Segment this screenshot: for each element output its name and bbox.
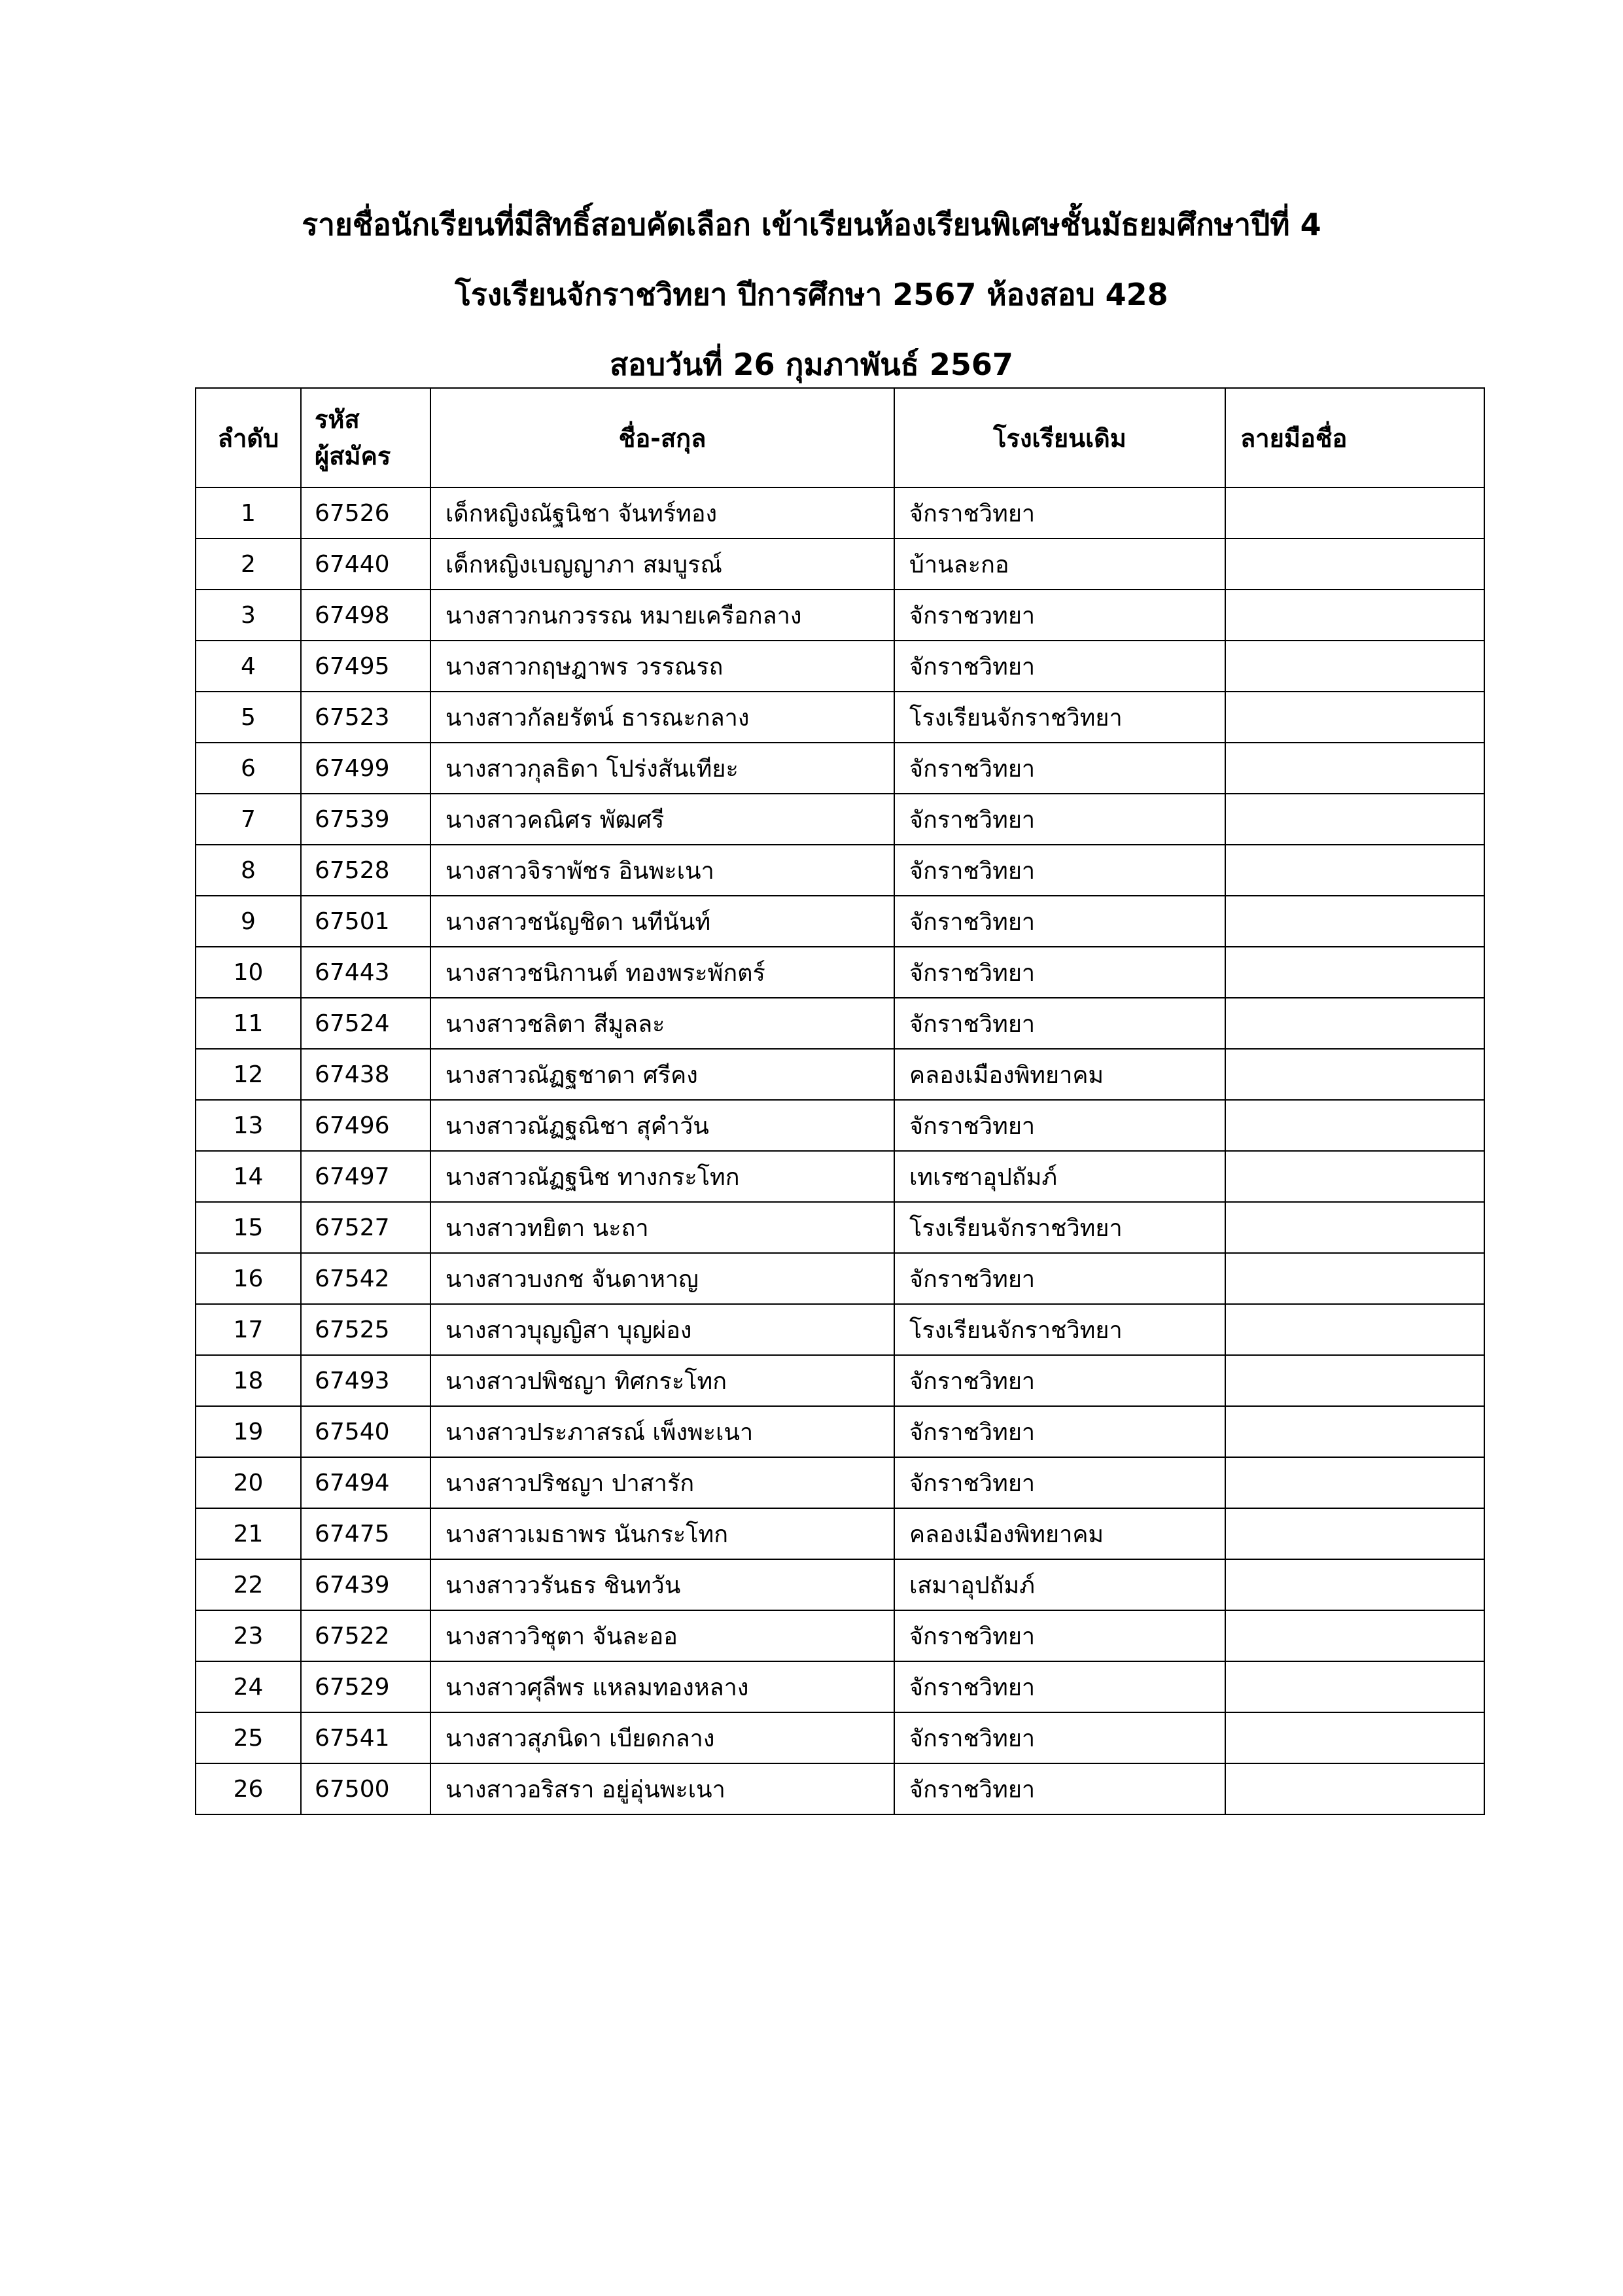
cell-order: 4 (196, 641, 301, 692)
cell-signature (1225, 1304, 1484, 1355)
cell-signature (1225, 590, 1484, 641)
cell-previous-school: เสมาอุปถัมภ์ (894, 1559, 1225, 1610)
table-row (196, 590, 1484, 641)
cell-applicant-id: 67525 (301, 1304, 430, 1355)
table-row (196, 1559, 1484, 1610)
header-applicant-id (301, 388, 430, 487)
header-order: ลำดับ (196, 388, 301, 487)
cell-signature (1225, 998, 1484, 1049)
cell-previous-school: จักราชวิทยา (894, 896, 1225, 947)
cell-full-name: นางสาวเมธาพร นันกระโทก (430, 1508, 894, 1559)
table-row (196, 1049, 1484, 1100)
cell-applicant-id: 67526 (301, 487, 430, 539)
cell-signature (1225, 1202, 1484, 1253)
cell-applicant-id: 67524 (301, 998, 430, 1049)
cell-previous-school: จักราชวิทยา (894, 1610, 1225, 1661)
cell-signature (1225, 692, 1484, 743)
cell-full-name: นางสาวณัฏฐณิชา สุคำวัน (430, 1100, 894, 1151)
student-roster-table (195, 387, 1485, 1815)
table-row (196, 1151, 1484, 1202)
cell-order: 5 (196, 692, 301, 743)
cell-full-name: นางสาวปพิชญา ทิศกระโทก (430, 1355, 894, 1406)
document-title: รายชื่อนักเรียนที่มีสิทธิ์สอบคัดเลือก เข้าเรียนห้องเรียนพิเศษชั้นมัธยมศึกษาปีที่ 4 (302, 207, 1321, 242)
cell-applicant-id: 67523 (301, 692, 430, 743)
table-row (196, 1202, 1484, 1253)
cell-applicant-id: 67439 (301, 1559, 430, 1610)
cell-previous-school: จักราชวิทยา (894, 947, 1225, 998)
cell-full-name: นางสาวณัฏฐนิช ทางกระโทก (430, 1151, 894, 1202)
cell-previous-school: คลองเมืองพิทยาคม (894, 1049, 1225, 1100)
cell-order: 8 (196, 845, 301, 896)
cell-order: 6 (196, 743, 301, 794)
cell-order: 3 (196, 590, 301, 641)
table-row (196, 1406, 1484, 1457)
cell-applicant-id: 67540 (301, 1406, 430, 1457)
cell-applicant-id: 67500 (301, 1763, 430, 1814)
cell-previous-school: โรงเรียนจักราชวิทยา (894, 692, 1225, 743)
cell-signature (1225, 1151, 1484, 1202)
cell-previous-school: โรงเรียนจักราชวิทยา (894, 1202, 1225, 1253)
cell-order: 2 (196, 539, 301, 590)
cell-signature (1225, 896, 1484, 947)
cell-full-name: นางสาวบุญญิสา บุญผ่อง (430, 1304, 894, 1355)
header-applicant-id-line1: รหัส (315, 405, 360, 434)
cell-order: 11 (196, 998, 301, 1049)
cell-applicant-id: 67494 (301, 1457, 430, 1508)
header-previous-school: โรงเรียนเดิม (894, 388, 1225, 487)
cell-applicant-id: 67528 (301, 845, 430, 896)
cell-order: 24 (196, 1661, 301, 1712)
table-row (196, 947, 1484, 998)
cell-signature (1225, 947, 1484, 998)
cell-applicant-id: 67541 (301, 1712, 430, 1763)
cell-order: 20 (196, 1457, 301, 1508)
cell-order: 25 (196, 1712, 301, 1763)
cell-full-name: นางสาววรันธร ชินทวัน (430, 1559, 894, 1610)
cell-full-name: นางสาวประภาสรณ์ เพ็งพะเนา (430, 1406, 894, 1457)
cell-applicant-id: 67443 (301, 947, 430, 998)
cell-previous-school: จักราชวิทยา (894, 1253, 1225, 1304)
table-row (196, 794, 1484, 845)
table-row (196, 641, 1484, 692)
cell-order: 22 (196, 1559, 301, 1610)
cell-order: 13 (196, 1100, 301, 1151)
table-header-row (196, 388, 1484, 487)
cell-full-name: นางสาวปริชญา ปาสารัก (430, 1457, 894, 1508)
cell-applicant-id: 67493 (301, 1355, 430, 1406)
cell-applicant-id: 67542 (301, 1253, 430, 1304)
table-row (196, 896, 1484, 947)
cell-order: 23 (196, 1610, 301, 1661)
cell-previous-school: จักราชวิทยา (894, 1712, 1225, 1763)
table-row (196, 1355, 1484, 1406)
table-row (196, 1508, 1484, 1559)
cell-full-name: นางสาวคณิศร พัฒศรี (430, 794, 894, 845)
cell-full-name: นางสาวชนิกานต์ ทองพระพักตร์ (430, 947, 894, 998)
cell-applicant-id: 67497 (301, 1151, 430, 1202)
cell-signature (1225, 539, 1484, 590)
table-row (196, 743, 1484, 794)
table-body (196, 487, 1484, 1814)
cell-signature (1225, 1559, 1484, 1610)
cell-order: 10 (196, 947, 301, 998)
cell-order: 21 (196, 1508, 301, 1559)
cell-previous-school: จักราชวิทยา (894, 743, 1225, 794)
cell-full-name: นางสาวกุลธิดา โปร่งสันเทียะ (430, 743, 894, 794)
cell-applicant-id: 67438 (301, 1049, 430, 1100)
header-signature: ลายมือชื่อ (1225, 388, 1484, 487)
cell-full-name: นางสาวบงกช จันดาหาญ (430, 1253, 894, 1304)
cell-signature (1225, 1661, 1484, 1712)
table-row (196, 1253, 1484, 1304)
cell-previous-school: จักราชวิทยา (894, 1100, 1225, 1151)
cell-full-name: นางสาวทยิตา นะถา (430, 1202, 894, 1253)
cell-previous-school: โรงเรียนจักราชวิทยา (894, 1304, 1225, 1355)
cell-order: 15 (196, 1202, 301, 1253)
cell-order: 16 (196, 1253, 301, 1304)
cell-signature (1225, 1712, 1484, 1763)
table-row (196, 1712, 1484, 1763)
cell-signature (1225, 1100, 1484, 1151)
cell-previous-school: จักราชวิทยา (894, 794, 1225, 845)
cell-previous-school: จักราชวิทยา (894, 641, 1225, 692)
cell-full-name: นางสาวชลิตา สีมูลละ (430, 998, 894, 1049)
cell-signature (1225, 1457, 1484, 1508)
cell-previous-school: จักราชวิทยา (894, 1355, 1225, 1406)
table-row (196, 692, 1484, 743)
cell-order: 26 (196, 1763, 301, 1814)
cell-order: 12 (196, 1049, 301, 1100)
cell-applicant-id: 67498 (301, 590, 430, 641)
cell-full-name: นางสาวกัลยรัตน์ ธารณะกลาง (430, 692, 894, 743)
table-row (196, 1100, 1484, 1151)
cell-applicant-id: 67522 (301, 1610, 430, 1661)
cell-signature (1225, 641, 1484, 692)
cell-full-name: นางสาวอริสรา อยู่อุ่นพะเนา (430, 1763, 894, 1814)
cell-signature (1225, 1253, 1484, 1304)
table-row (196, 1457, 1484, 1508)
table-row (196, 539, 1484, 590)
cell-signature (1225, 1355, 1484, 1406)
cell-applicant-id: 67501 (301, 896, 430, 947)
table-row (196, 845, 1484, 896)
table-row (196, 1304, 1484, 1355)
cell-previous-school: จักราชวิทยา (894, 845, 1225, 896)
cell-previous-school: จักราชวิทยา (894, 1406, 1225, 1457)
cell-applicant-id: 67527 (301, 1202, 430, 1253)
header-full-name: ชื่อ-สกุล (430, 388, 894, 487)
document-subtitle-school: โรงเรียนจักราชวิทยา ปีการศึกษา 2567 ห้องสอบ 428 (455, 277, 1168, 312)
cell-full-name: นางสาววิชุตา จันละออ (430, 1610, 894, 1661)
table-row (196, 1661, 1484, 1712)
cell-applicant-id: 67539 (301, 794, 430, 845)
cell-previous-school: เทเรซาอุปถัมภ์ (894, 1151, 1225, 1202)
cell-signature (1225, 794, 1484, 845)
cell-signature (1225, 1508, 1484, 1559)
cell-full-name: เด็กหญิงเบญญาภา สมบูรณ์ (430, 539, 894, 590)
document-header (0, 190, 1623, 400)
cell-full-name: นางสาวณัฏฐชาดา ศรีคง (430, 1049, 894, 1100)
cell-signature (1225, 845, 1484, 896)
cell-order: 1 (196, 487, 301, 539)
cell-signature (1225, 487, 1484, 539)
cell-previous-school: จักราชวิทยา (894, 1457, 1225, 1508)
cell-applicant-id: 67499 (301, 743, 430, 794)
cell-applicant-id: 67496 (301, 1100, 430, 1151)
cell-previous-school: จักราชวทยา (894, 590, 1225, 641)
cell-order: 19 (196, 1406, 301, 1457)
header-applicant-id-line2: ผู้สมัคร (315, 442, 391, 470)
cell-applicant-id: 67495 (301, 641, 430, 692)
cell-previous-school: จักราชวิทยา (894, 998, 1225, 1049)
cell-applicant-id: 67529 (301, 1661, 430, 1712)
cell-signature (1225, 743, 1484, 794)
cell-previous-school: จักราชวิทยา (894, 487, 1225, 539)
cell-applicant-id: 67440 (301, 539, 430, 590)
cell-previous-school: จักราชวิทยา (894, 1763, 1225, 1814)
cell-order: 7 (196, 794, 301, 845)
cell-full-name: เด็กหญิงณัฐนิชา จันทร์ทอง (430, 487, 894, 539)
cell-previous-school: คลองเมืองพิทยาคม (894, 1508, 1225, 1559)
table-row (196, 1763, 1484, 1814)
document-subtitle-date: สอบวันที่ 26 กุมภาพันธ์ 2567 (610, 347, 1013, 382)
cell-order: 18 (196, 1355, 301, 1406)
cell-order: 9 (196, 896, 301, 947)
cell-applicant-id: 67475 (301, 1508, 430, 1559)
cell-full-name: นางสาวชนัญชิดา นทีนันท์ (430, 896, 894, 947)
table-row (196, 998, 1484, 1049)
cell-order: 17 (196, 1304, 301, 1355)
cell-full-name: นางสาวกนกวรรณ หมายเครือกลาง (430, 590, 894, 641)
table-row (196, 487, 1484, 539)
cell-previous-school: บ้านละกอ (894, 539, 1225, 590)
cell-full-name: นางสาวจิราพัชร อินพะเนา (430, 845, 894, 896)
table-row (196, 1610, 1484, 1661)
cell-full-name: นางสาวสุภนิดา เบียดกลาง (430, 1712, 894, 1763)
cell-previous-school: จักราชวิทยา (894, 1661, 1225, 1712)
cell-signature (1225, 1610, 1484, 1661)
cell-order: 14 (196, 1151, 301, 1202)
cell-full-name: นางสาวศุลีพร แหลมทองหลาง (430, 1661, 894, 1712)
cell-signature (1225, 1406, 1484, 1457)
cell-signature (1225, 1049, 1484, 1100)
cell-full-name: นางสาวกฤษฎาพร วรรณรถ (430, 641, 894, 692)
cell-signature (1225, 1763, 1484, 1814)
